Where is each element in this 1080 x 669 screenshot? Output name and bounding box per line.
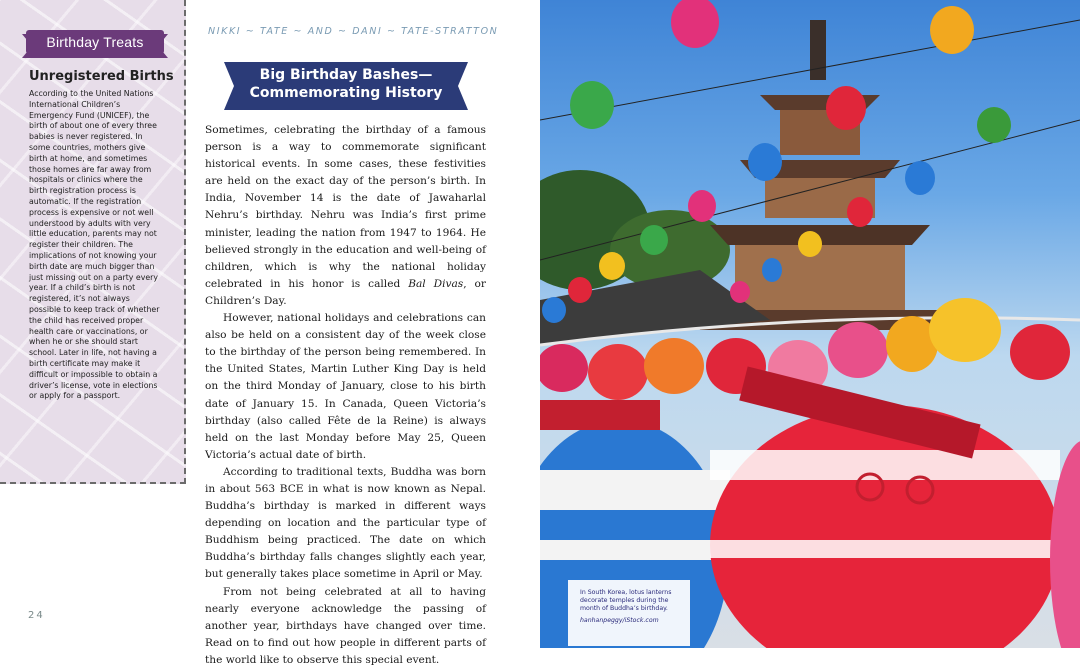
photo-caption-box xyxy=(568,580,690,646)
paragraph-3: According to traditional texts, Buddha was born in about 563 BCE in what is now known as Nepal. Buddha’s birthday is marked in different ways depending on location and the particular type of Buddhism being practiced. The date on which Buddha’s birthday falls changes slightly each year, but generally takes place sometime in April or May. xyxy=(205,465,486,581)
paragraph-1-italic: Bal Divas xyxy=(408,277,464,290)
sidebar-ribbon-label: Birthday Treats xyxy=(46,34,144,50)
title-line-2: Commemorating History xyxy=(249,85,443,101)
title-banner xyxy=(224,60,468,112)
photo-caption: In South Korea, lotus lanterns decorate temples during the month of Buddha’s birthday. xyxy=(580,589,672,613)
red-lantern xyxy=(710,366,1060,648)
sidebar-box xyxy=(0,0,186,484)
lantern-photo xyxy=(540,0,1080,648)
paragraph-1-text: Sometimes, celebrating the birthday of a famous person is a way to commemorate significant historical events. In some cases, these festivities are held on the exact day of the person’s birth. In India, November 14 is the date of Jawaharlal Nehru’s birthday. Nehru was India’s first prime minister, leading the nation from 1947 to 1964. He believed strongly in the education and well-being of children, which is why the national holiday celebrated in his honor is called xyxy=(205,124,486,290)
photo-credit: hanhanpeggy/iStock.com xyxy=(580,617,659,624)
background-lanterns xyxy=(542,0,1011,323)
paragraph-4: From not being celebrated at all to having nearly everyone acknowledge the passing of another year, birthdays have changed over time. Read on to find out how people in different parts of the world like to observe this special event. xyxy=(205,585,486,666)
main-text xyxy=(205,122,486,669)
left-page xyxy=(0,0,540,666)
authors-line: NIKKI ~ TATE ~ AND ~ DANI ~ TATE-STRATTON xyxy=(208,26,499,37)
page-number: 24 xyxy=(28,610,45,621)
sidebar-body: According to the United Nations International Children’s Emergency Fund (UNICEF), the birth of about one of every three babies is never registered. In some countries, mothers give birth at home, and sometimes those homes are far away from hospitals or clinics where the birth registration process is automatic. If the registration process is expensive or not well understood by adults with very little education, parents may not register their children. The implications of not knowing your birth date are much bigger than just missing out on a party every year. If a child’s birth is not registered, it’s not always possible to keep track of whether the child has received proper health care or vaccinations, or when he or she should start school. Later in life, not having a birth certificate may make it difficult or impossible to obtain a driver’s license, vote in elections or apply for a passport. xyxy=(29,89,160,401)
paragraph-1-end: , or Children’s Day. xyxy=(205,277,486,307)
lantern-photo-illustration xyxy=(540,0,1080,648)
title-line-1: Big Birthday Bashes— xyxy=(259,67,433,83)
sidebar-ribbon xyxy=(22,30,168,58)
paragraph-1 xyxy=(205,122,486,310)
paragraph-2: However, national holidays and celebrations can also be held on a consistent day of the week close to the birthday of the person being remembered. In the United States, Martin Luther King Day is held on the third Monday of January, close to his birth date of January 15. In Canada, Queen Victoria’s birthday (also called Fête de la Reine) is always held on the last Monday before May 25, Queen Victoria’s actual date of birth. xyxy=(205,312,486,461)
sidebar-heading: Unregistered Births xyxy=(29,69,174,84)
